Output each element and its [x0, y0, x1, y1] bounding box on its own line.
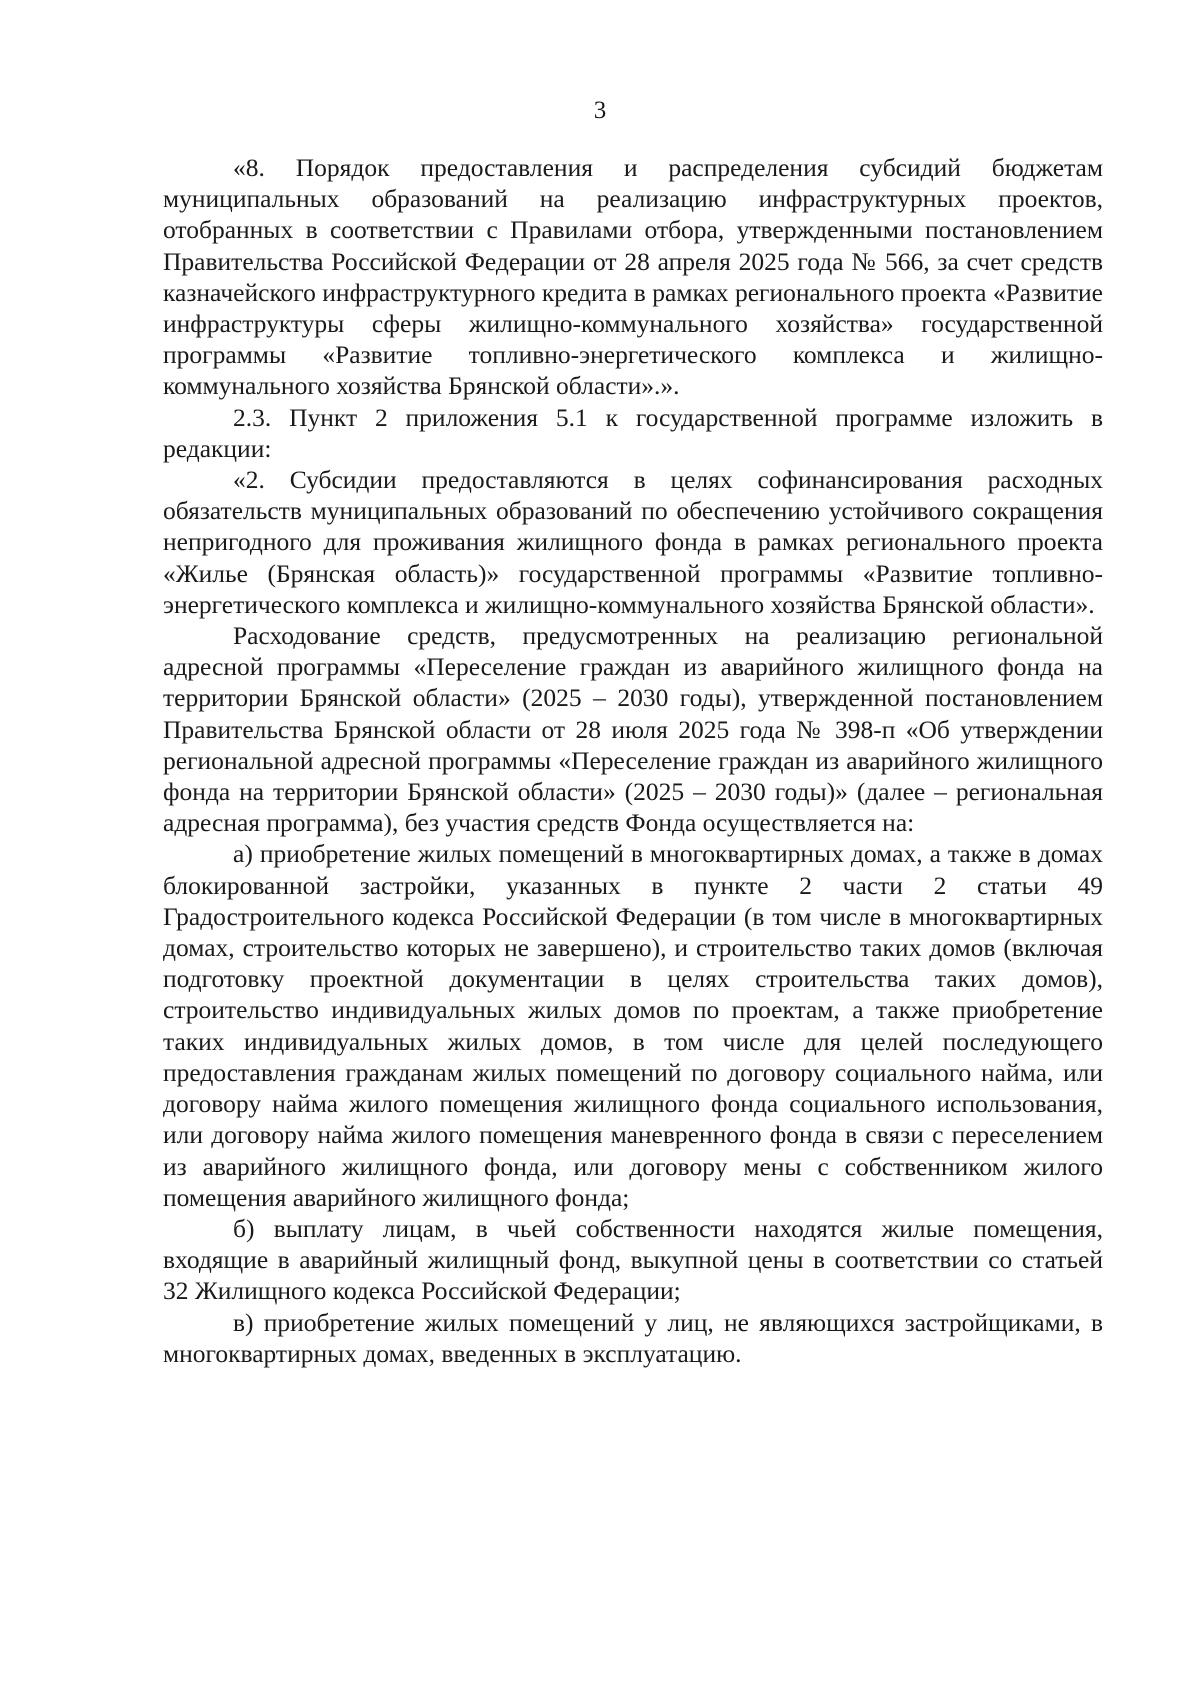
- paragraph-item-v: в) приобретение жилых помещений у лиц, не являющихся застройщиками, в многоквартирных домах, введенных в эксплуатацию.: [163, 1307, 1103, 1368]
- paragraph-item-2-subsidies: «2. Субсидии предоставляются в целях софинансирования расходных обязательств муниципальных образований по обеспечению устойчивого сокращения непригодного для проживания жилищного фонда в рамках регионального проекта «Жилье (Брянская область)» государственной программы «Развитие топливно-энергетического комплекса и жилищно-коммунального хозяйства Брянской области».: [163, 465, 1103, 619]
- paragraph-item-b: б) выплату лицам, в чьей собственности находятся жилые помещения, входящие в аварийный жилищный фонд, выкупной цены в соответствии со статьей 32 Жилищного кодекса Российской Федерации;: [163, 1213, 1103, 1306]
- page-number: 3: [593, 97, 607, 124]
- document-body: [163, 152, 1103, 1369]
- paragraph-spending: Расходование средств, предусмотренных на реализацию региональной адресной программы «Переселение граждан из аварийного жилищного фонда на территории Брянской области» (2025 – 2030 годы), утвержденной постановлением Правительства Брянской области от 28 июля 2025 года № 398-п «Об утверждении региональной адресной программы «Переселение граждан из аварийного жилищного фонда на территории Брянской области» (2025 – 2030 годы)» (далее – региональная адресная программа), без участия средств Фонда осуществляется на:: [163, 621, 1103, 838]
- paragraph-section-8: «8. Порядок предоставления и распределения субсидий бюджетам муниципальных образований на реализацию инфраструктурных проектов, отобранных в соответствии с Правилами отбора, утвержденными постановлением Правительства Российской Федерации от 28 апреля 2025 года № 566, за счет средств казначейского инфраструктурного кредита в рамках регионального проекта «Развитие инфраструктуры сферы жилищно-коммунального хозяйства» государственной программы «Развитие топливно-энергетического комплекса и жилищно-коммунального хозяйства Брянской области».».: [163, 153, 1103, 401]
- paragraph-2-3: 2.3. Пункт 2 приложения 5.1 к государственной программе изложить в редакции:: [163, 402, 1103, 463]
- paragraph-item-a: а) приобретение жилых помещений в многоквартирных домах, а также в домах блокированной застройки, указанных в пункте 2 части 2 статьи 49 Градостроительного кодекса Российской Федерации (в том числе в многоквартирных домах, строительство которых не завершено), и строительство таких домов (включая подготовку проектной документации в целях строительства таких домов), строительство индивидуальных жилых домов по проектам, а также приобретение таких индивидуальных жилых домов, в том числе для целей последующего предоставления гражданам жилых помещений по договору социального найма, или договору найма жилого помещения жилищного фонда социального использования, или договору найма жилого помещения маневренного фонда в связи с переселением из аварийного жилищного фонда, или договору мены с собственником жилого помещения аварийного жилищного фонда;: [163, 839, 1103, 1212]
